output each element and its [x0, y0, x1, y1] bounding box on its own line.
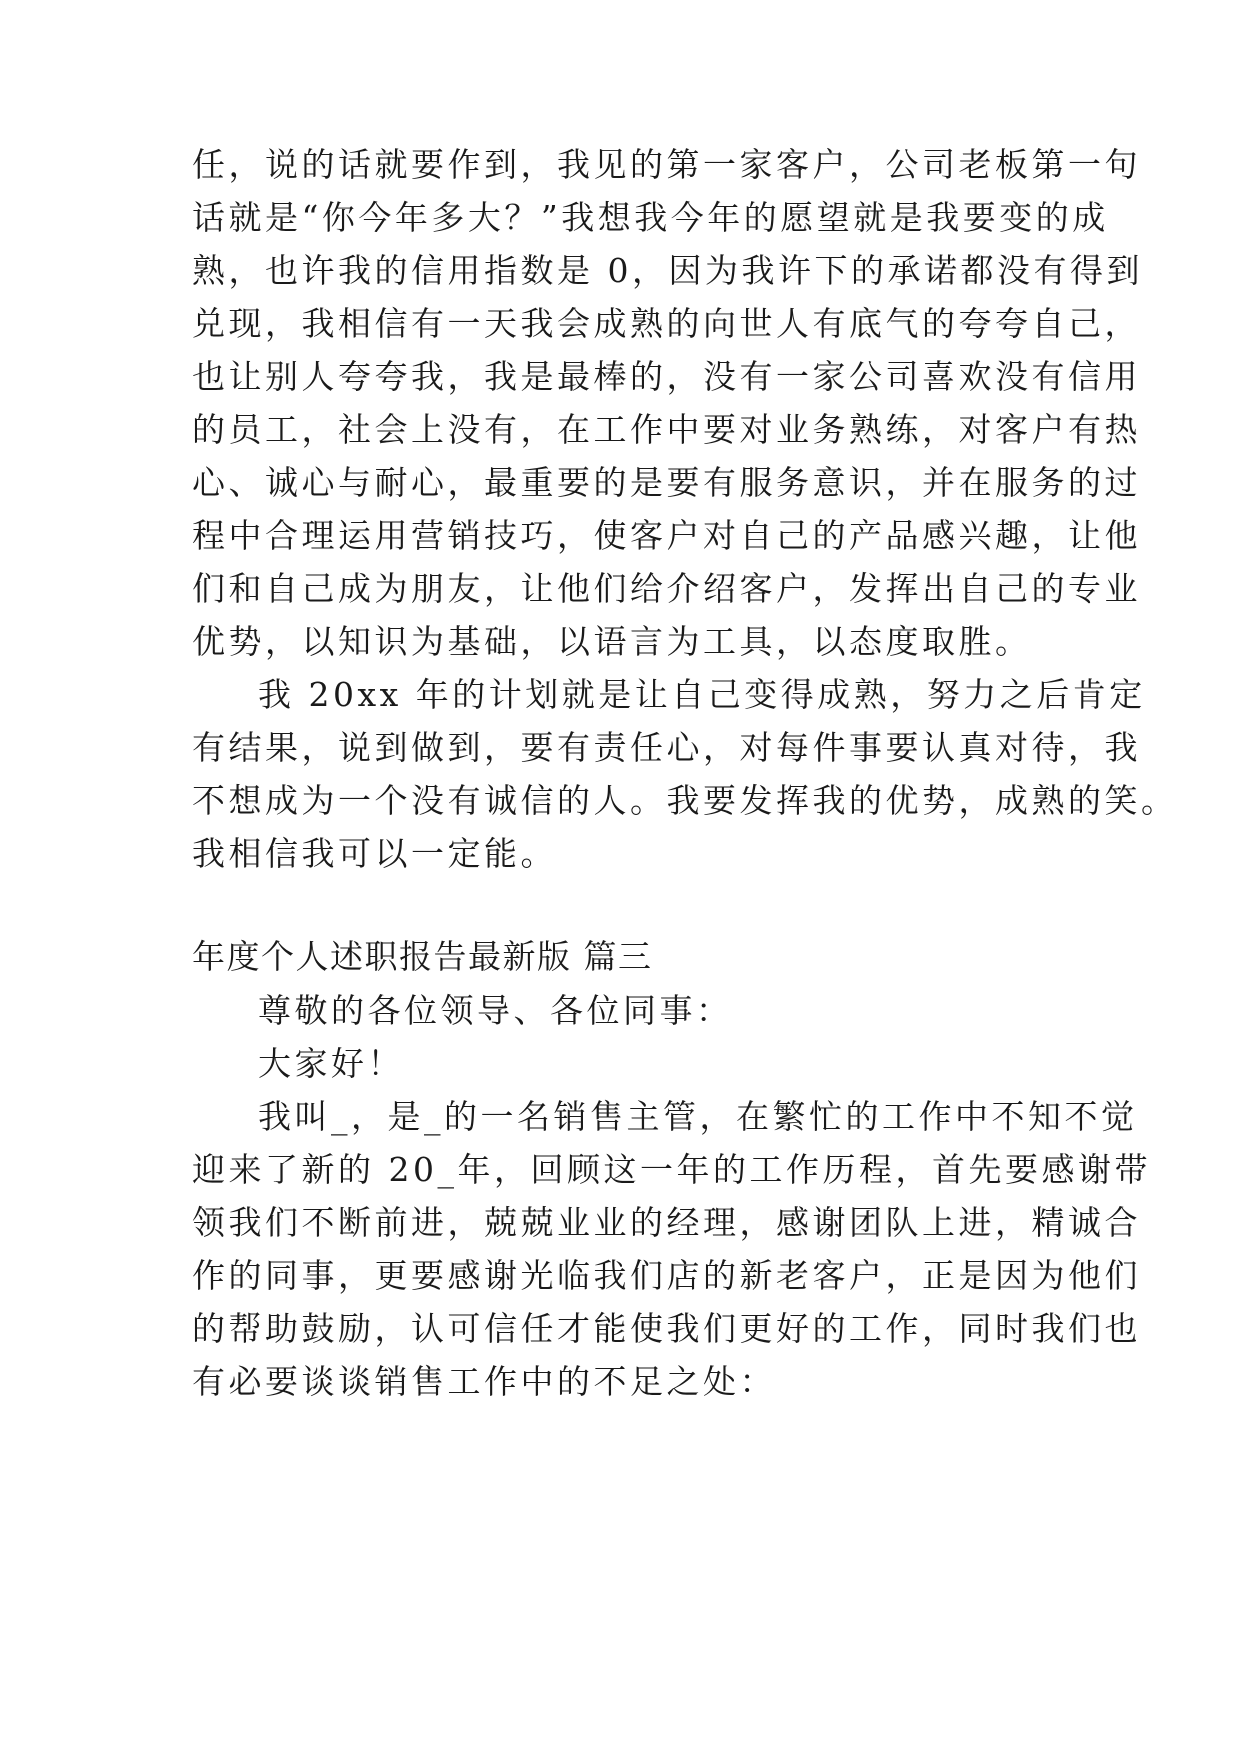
paragraph-line: 任，说的话就要作到，我见的第一家客户，公司老板第一句: [192, 145, 1141, 184]
body-paragraph-line: 迎来了新的 20_年，回顾这一年的工作历程，首先要感谢带: [192, 1150, 1151, 1189]
paragraph-line: 也让别人夸夸我，我是最棒的，没有一家公司喜欢没有信用: [192, 357, 1141, 396]
body-paragraph-line: 我叫_，是_的一名销售主管，在繁忙的工作中不知不觉: [258, 1097, 1138, 1136]
plan-paragraph-line: 我 20xx 年的计划就是让自己变得成熟，努力之后肯定: [258, 675, 1146, 714]
salutation: 尊敬的各位领导、各位同事：: [258, 991, 733, 1030]
paragraph-line: 程中合理运用营销技巧，使客户对自己的产品感兴趣，让他: [192, 516, 1141, 555]
paragraph-line: 们和自己成为朋友，让他们给介绍客户，发挥出自己的专业: [192, 569, 1141, 608]
paragraph-line: 心、诚心与耐心，最重要的是要有服务意识，并在服务的过: [192, 463, 1141, 502]
plan-paragraph-line: 有结果，说到做到，要有责任心，对每件事要认真对待，我: [192, 728, 1141, 767]
plan-paragraph-line: 不想成为一个没有诚信的人。我要发挥我的优势，成熟的笑。: [192, 781, 1178, 820]
body-paragraph-line: 的帮助鼓励，认可信任才能使我们更好的工作，同时我们也: [192, 1309, 1141, 1348]
paragraph-line: 熟，也许我的信用指数是 0，因为我许下的承诺都没有得到: [192, 251, 1143, 290]
paragraph-line: 的员工，社会上没有，在工作中要对业务熟练，对客户有热: [192, 410, 1141, 449]
body-paragraph-line: 作的同事，更要感谢光临我们店的新老客户，正是因为他们: [192, 1256, 1141, 1295]
paragraph-line: 话就是“你今年多大？”我想我今年的愿望就是我要变的成: [192, 198, 1109, 237]
section-title: 年度个人述职报告最新版 篇三: [192, 937, 653, 976]
body-paragraph-line: 有必要谈谈销售工作中的不足之处：: [192, 1362, 776, 1401]
plan-paragraph-line: 我相信我可以一定能。: [192, 834, 557, 873]
paragraph-line: 优势，以知识为基础，以语言为工具，以态度取胜。: [192, 622, 1032, 661]
greeting: 大家好！: [258, 1044, 404, 1083]
paragraph-line: 兑现，我相信有一天我会成熟的向世人有底气的夸夸自己，: [192, 304, 1141, 343]
body-paragraph-line: 领我们不断前进，兢兢业业的经理，感谢团队上进，精诚合: [192, 1203, 1141, 1242]
